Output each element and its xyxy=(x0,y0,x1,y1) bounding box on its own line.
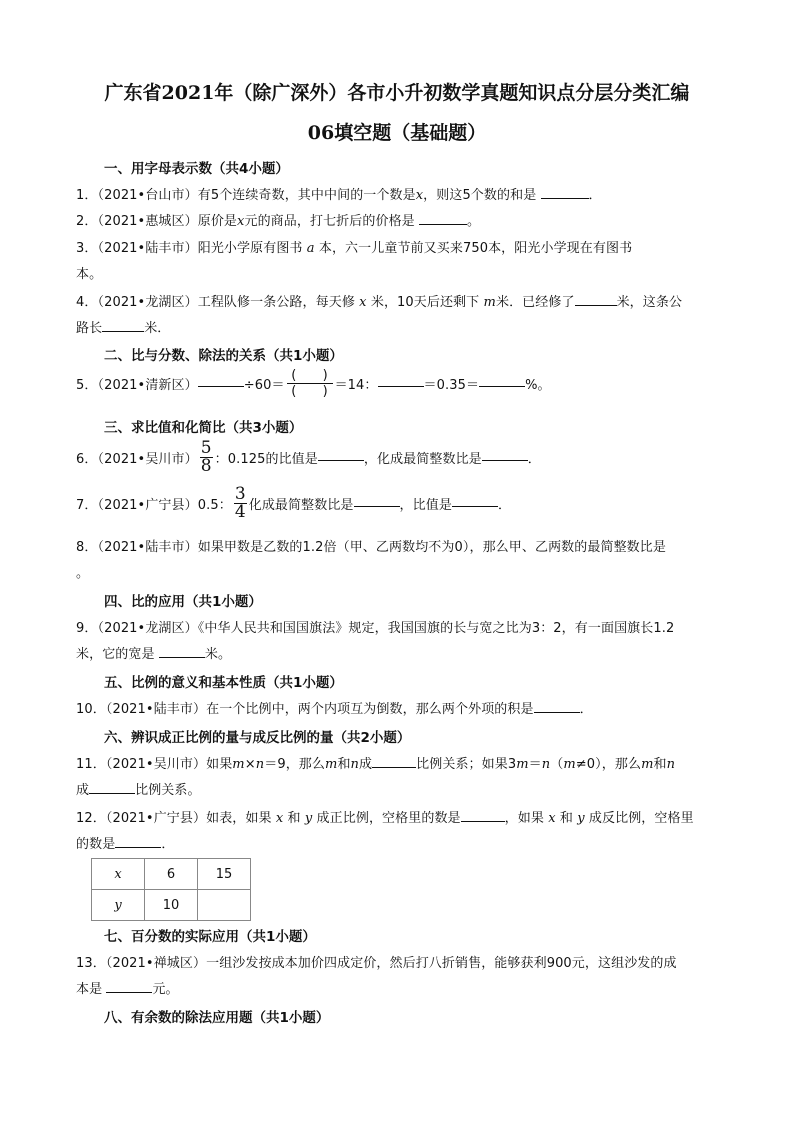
question-9-cont: 米，它的宽是 米。 xyxy=(76,647,232,662)
answer-blank[interactable] xyxy=(372,755,416,768)
question-9: 9．（2021•龙湖区）《中华人民共和国国旗法》规定，我国国旗的长与宽之比为3：2，有一面国旗长1.2 xyxy=(76,621,675,636)
answer-blank[interactable] xyxy=(461,809,505,822)
answer-blank[interactable] xyxy=(479,374,525,387)
answer-blank[interactable] xyxy=(534,700,580,713)
answer-blank[interactable] xyxy=(419,212,467,225)
question-3-cont: 本。 xyxy=(76,267,103,282)
section-heading: 二、比与分数、除法的关系（共1小题） xyxy=(104,348,343,364)
fraction: $\frac{5}{8}$ xyxy=(200,438,212,476)
question-6: 6．（2021•吴川市） $\frac{5}{8}$ ：0.125的比值是 ，化成最简整数比是 ． xyxy=(76,438,541,476)
answer-blank[interactable] xyxy=(102,319,144,332)
answer-blank[interactable] xyxy=(159,645,205,658)
table-cell: 6 xyxy=(145,859,198,890)
question-10: 10．（2021•陆丰市）在一个比例中，两个内项互为倒数，那么两个外项的积是 ． xyxy=(76,702,593,717)
question-3: 3．（2021•陆丰市）阳光小学原有图书 a 本，六一儿童节前又买来750本，阳光小学现在有图书 xyxy=(76,241,633,256)
answer-blank[interactable] xyxy=(378,374,424,387)
section-heading: 一、用字母表示数（共4小题） xyxy=(104,161,289,177)
fraction: $\frac{3}{4}$ xyxy=(234,484,246,522)
document-title: 广东省2021年（除广深外）各市小升初数学真题知识点分层分类汇编 xyxy=(104,82,690,104)
question-13: 13．（2021•禅城区）一组沙发按成本加价四成定价，然后打八折销售，能够获利900元，这组沙发的成 xyxy=(76,956,677,971)
answer-blank[interactable] xyxy=(318,448,364,461)
section-heading: 六、辨识成正比例的量与成反比例的量（共2小题） xyxy=(104,730,411,746)
answer-blank[interactable] xyxy=(89,781,135,794)
blank-fraction[interactable]: ( ) ( ) xyxy=(287,368,333,399)
answer-blank[interactable] xyxy=(541,186,589,199)
section-heading: 八、有余数的除法应用题（共1小题） xyxy=(104,1010,330,1026)
answer-blank[interactable] xyxy=(106,980,152,993)
question-5: 5．（2021•清新区） ÷60＝ ( ) ( ) ＝14： ＝0.35＝ %。 xyxy=(76,368,551,399)
question-4: 4．（2021•龙湖区）工程队修一条公路，每天修 x 米，10天后还剩下 m米．已经修了 米，这条公 xyxy=(76,295,683,310)
question-4-cont: 路长 米． xyxy=(76,321,171,336)
question-11: 11．（2021•吴川市）如果m×n＝9，那么m和n成 比例关系；如果3m＝n（m≠0），那么m和n xyxy=(76,757,676,772)
answer-blank[interactable] xyxy=(115,835,161,848)
answer-blank[interactable] xyxy=(198,374,244,387)
question-2: 2．（2021•惠城区）原价是x元的商品，打七折后的价格是 。 xyxy=(76,214,481,229)
question-11-cont: 成 比例关系。 xyxy=(76,783,201,798)
document-subtitle: 06填空题（基础题） xyxy=(307,122,487,144)
section-heading: 四、比的应用（共1小题） xyxy=(104,594,262,610)
question-13-cont: 本是 元。 xyxy=(76,982,179,997)
table-cell: 15 xyxy=(198,859,251,890)
question-12-cont: 的数是 ． xyxy=(76,837,175,852)
answer-blank[interactable] xyxy=(354,494,400,507)
question-8: 8．（2021•陆丰市）如果甲数是乙数的1.2倍（甲、乙两数均不为0），那么甲、乙两数的最简整数比是 xyxy=(76,540,666,555)
answer-blank[interactable] xyxy=(452,494,498,507)
question-12: 12．（2021•广宁县）如表，如果 x 和 y 成正比例，空格里的数是 ，如果 x 和 y 成反比例，空格里 xyxy=(76,811,694,826)
question-7: 7．（2021•广宁县）0.5： $\frac{3}{4}$ 化成最简整数比是 ，比值是 ． xyxy=(76,484,512,522)
section-heading: 五、比例的意义和基本性质（共1小题） xyxy=(104,675,343,691)
section-heading: 七、百分数的实际应用（共1小题） xyxy=(104,929,316,945)
answer-blank[interactable] xyxy=(575,293,617,306)
question-1: 1．（2021•台山市）有5个连续奇数，其中中间的一个数是x，则这5个数的和是 ． xyxy=(76,188,602,203)
table-cell: 10 xyxy=(145,890,198,921)
table-cell: y xyxy=(92,890,145,921)
table-row xyxy=(92,890,251,921)
table-cell[interactable] xyxy=(198,890,251,921)
answer-blank[interactable] xyxy=(482,448,528,461)
data-table xyxy=(91,858,251,921)
table-cell: x xyxy=(92,859,145,890)
table-row xyxy=(92,859,251,890)
question-8-cont: 。 xyxy=(76,566,90,581)
section-heading: 三、求比值和化简比（共3小题） xyxy=(104,420,303,436)
